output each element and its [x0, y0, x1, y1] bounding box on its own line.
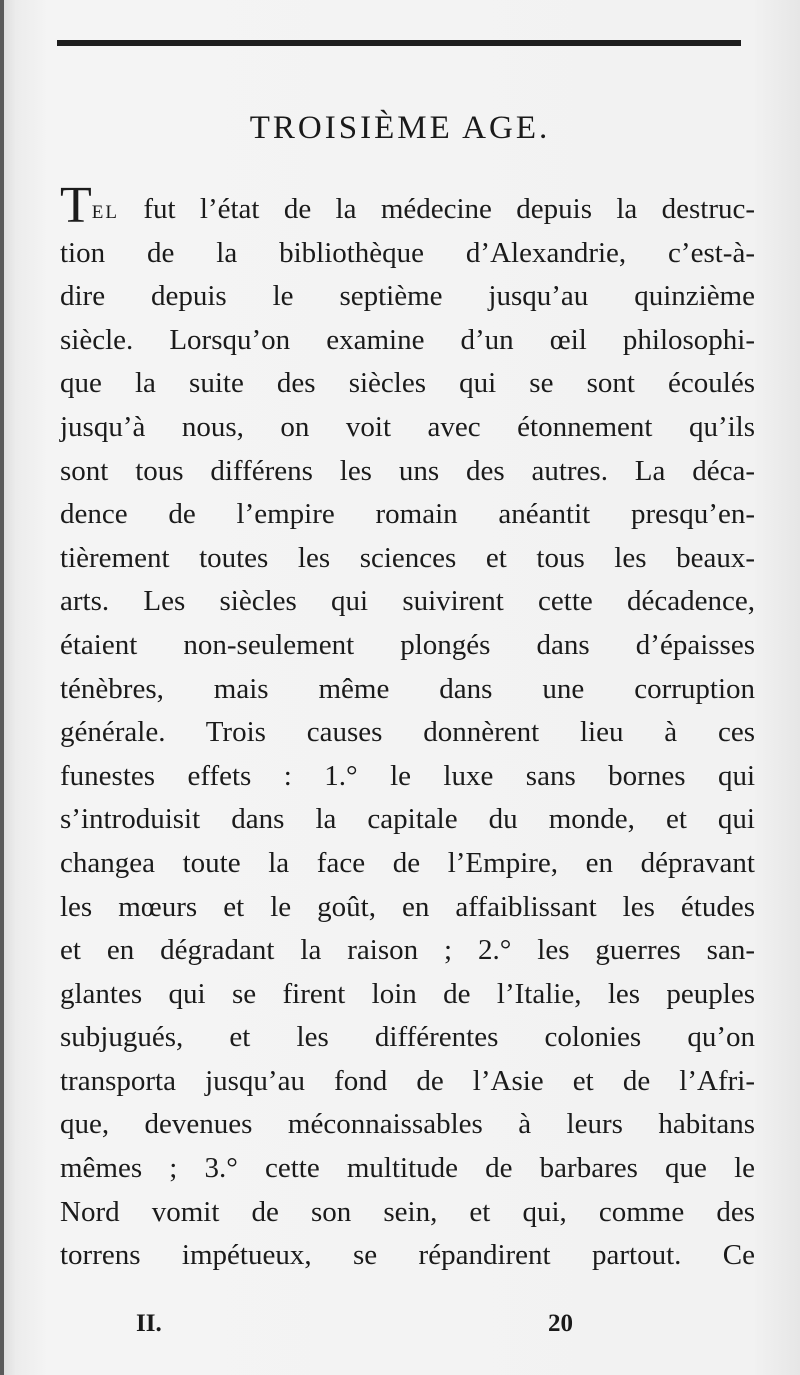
chapter-title: TROISIÈME AGE.	[249, 110, 551, 146]
page-footer	[0, 1310, 800, 1340]
text-line: torrens impétueux, se répandirent partout. Ce	[60, 1239, 755, 1272]
text-line: mêmes ; 3.° cette multitude de barbares que le	[60, 1152, 755, 1185]
text-line: glantes qui se firent loin de l’Italie, les peuples	[60, 977, 755, 1010]
text-line: Nord vomit de son sein, et qui, comme des	[60, 1195, 755, 1228]
page-number: 20	[548, 1310, 573, 1337]
text-line: tion de la bibliothèque d’Alexandrie, c’est-à-	[60, 236, 755, 269]
text-line: subjugués, et les différentes colonies qu’on	[60, 1021, 755, 1054]
drop-cap: T	[60, 177, 92, 234]
text-line: sont tous différens les uns des autres. La déca-	[60, 454, 755, 487]
text-line: étaient non-seulement plongés dans d’épaisses	[60, 628, 755, 661]
text-line: jusqu’à nous, on voit avec étonnement qu’ils	[60, 410, 755, 443]
text-line: changea toute la face de l’Empire, en dépravant	[60, 846, 755, 879]
text-line: que la suite des siècles qui se sont écoulés	[60, 367, 755, 400]
text-line	[60, 177, 756, 234]
body-paragraph	[60, 177, 756, 1278]
text-line: arts. Les siècles qui suivirent cette décadence,	[60, 585, 755, 618]
text-line: transporta jusqu’au fond de l’Asie et de l’Afri-	[60, 1064, 755, 1097]
text-line: générale. Trois causes donnèrent lieu à ces	[60, 716, 755, 749]
text-line: les mœurs et le goût, en affaiblissant les études	[60, 890, 755, 923]
text-line: tièrement toutes les sciences et tous les beaux-	[60, 541, 755, 574]
text-line: funestes effets : 1.° le luxe sans bornes qui	[60, 759, 755, 792]
text-line: dire depuis le septième jusqu’au quinzième	[60, 280, 755, 313]
drop-cap-continuation: EL	[91, 202, 119, 223]
text-line: ténèbres, mais même dans une corruption	[60, 672, 755, 705]
header-rule	[57, 40, 741, 46]
text-line: que, devenues méconnaissables à leurs habitans	[60, 1108, 755, 1141]
signature-mark: II.	[136, 1310, 162, 1337]
text-line: et en dégradant la raison ; 2.° les guerres san-	[60, 934, 755, 967]
text-line-content: fut l’état de la médecine depuis la destruc-	[143, 193, 756, 225]
text-line: dence de l’empire romain anéantit presqu’en-	[60, 498, 755, 531]
text-line: siècle. Lorsqu’on examine d’un œil philosophi-	[60, 323, 755, 356]
page-spine-shadow	[0, 0, 4, 1375]
text-line: s’introduisit dans la capitale du monde, et qui	[60, 803, 755, 836]
